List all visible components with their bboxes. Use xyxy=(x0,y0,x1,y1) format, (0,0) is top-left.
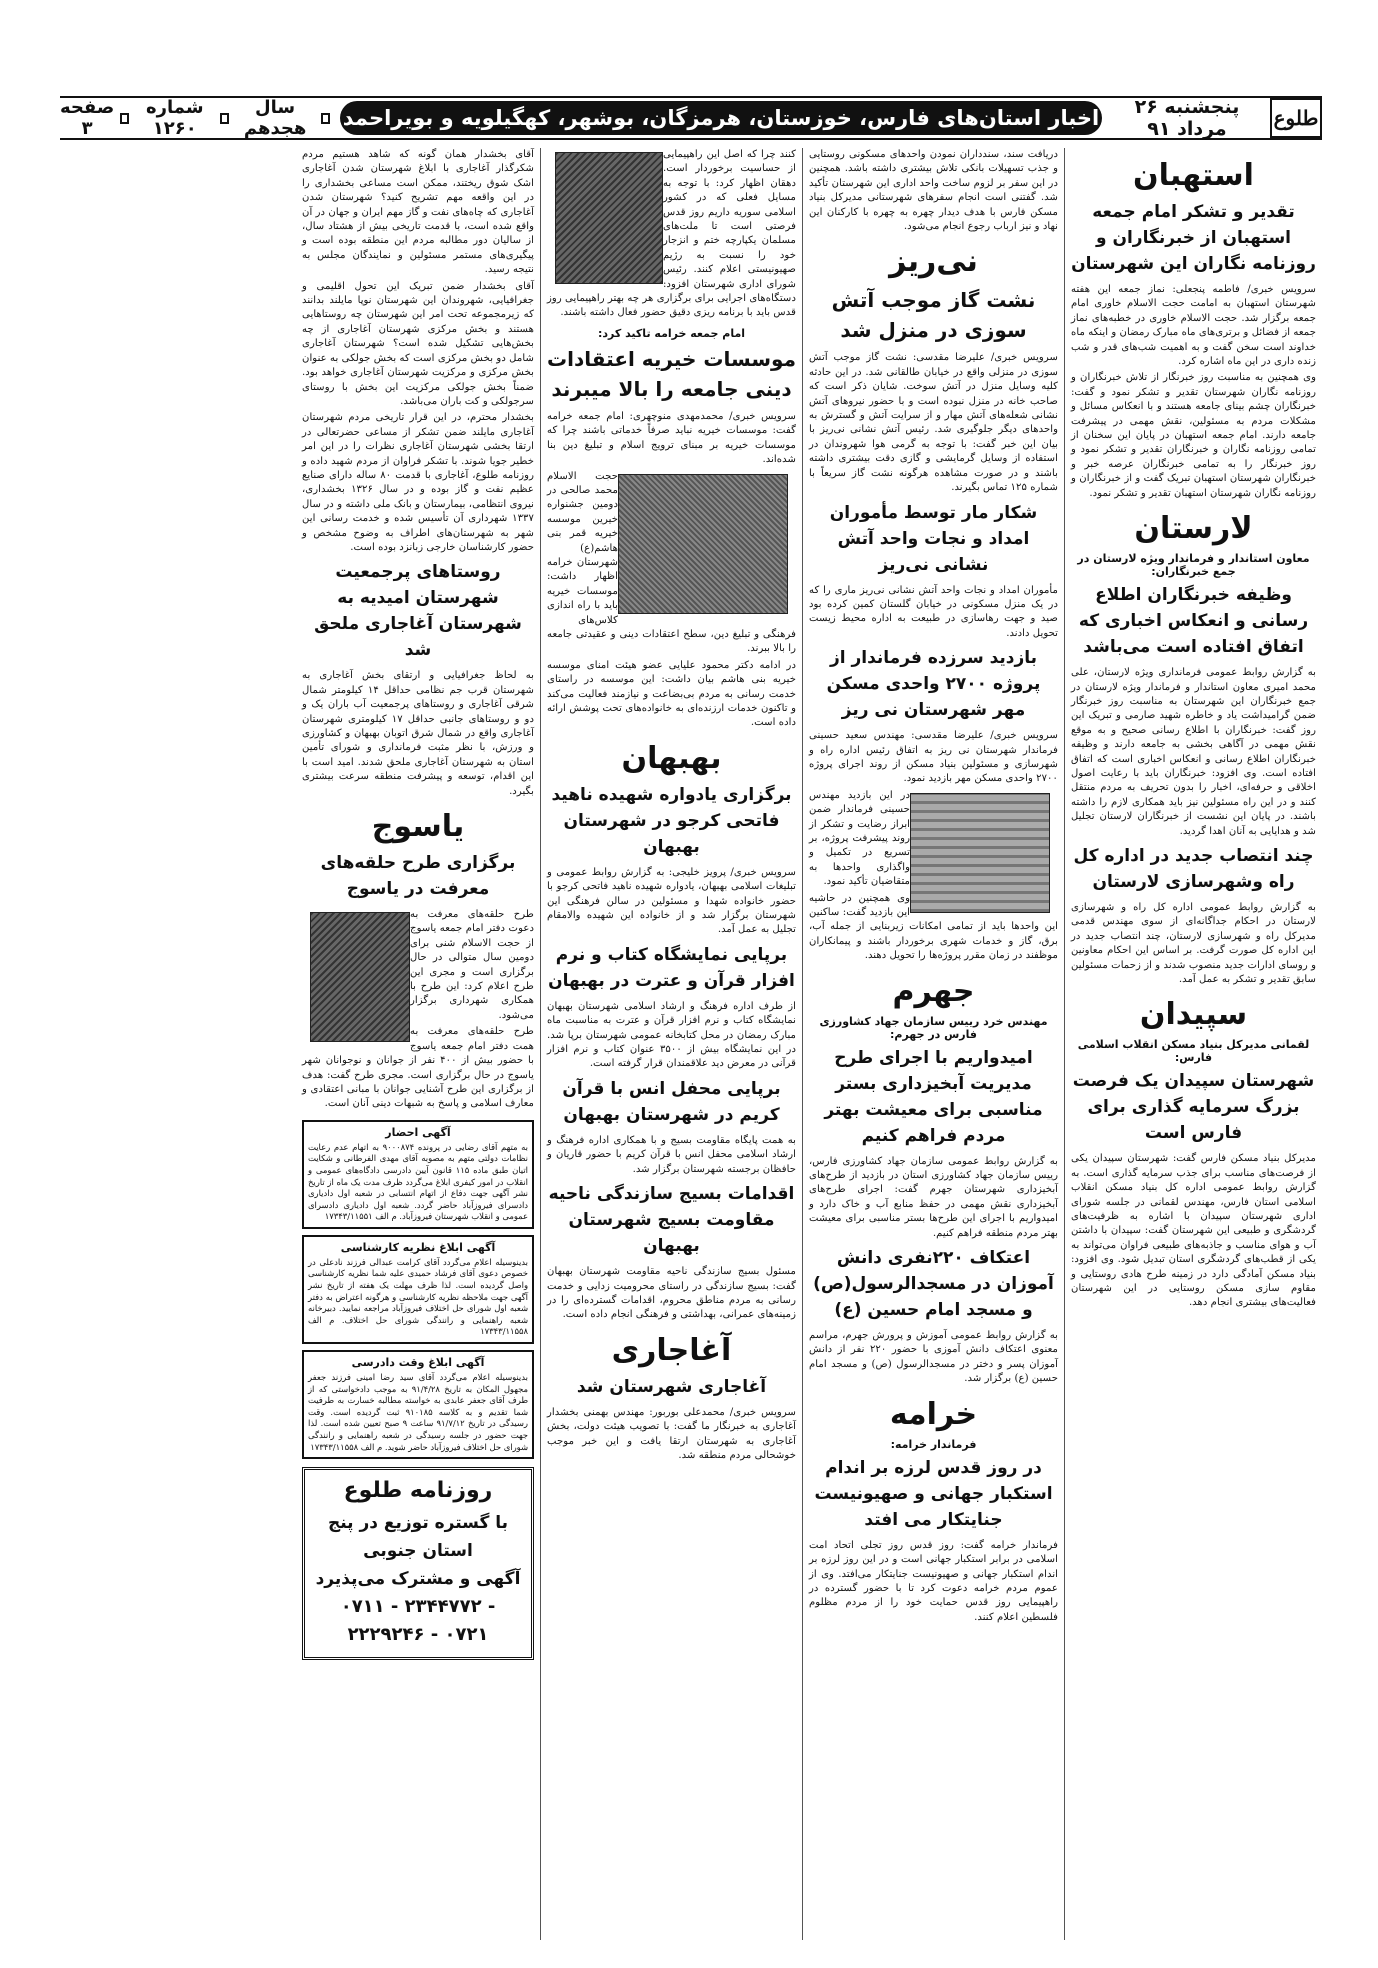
promo-line: با گستره توزیع در پنج استان جنوبی xyxy=(327,1513,509,1562)
article-body: طرح حلقه‌های معرفت به همت دفتر امام جمعه یاسوج با حضور بیش از ۴۰۰ نفر از جوانان و نوجوانان شهر یاسوج در حال برگزاری است. مجری طرح گفت: هدف از برگزاری این طرح آشنایی جوانان با مبانی اعتقادی و معارف اسلامی و پاسخ به شبهات دینی آنان است. xyxy=(302,1026,534,1110)
region-heading-neyriz: نی‌ریز xyxy=(889,244,978,280)
article-body: به گزارش روابط عمومی اداره کل راه و شهرسازی لارستان در احکام جداگانه‌ای از سوی مهندس قدمی مدیرکل راه و شهرسازی لارستان، چند انتصاب جدید در این اداره کل صورت گرفت. بر اساس این احکام معاونین و روسای ادارات جدید منصوب شدند و از زحمات مسئولین سابق تقدیر و تشکر به عمل آمد. xyxy=(1071,901,1316,985)
article-body: مسئول بسیج سازندگی ناحیه مقاومت شهرستان بهبهان گفت: بسیج سازندگی در راستای محرومیت زدایی و خدمت رسانی به مردم مناطق محروم، اقدامات گسترده‌ای را در زمینه‌های عمرانی، بهداشتی و فرهنگی انجام داده است. xyxy=(547,1266,796,1321)
article-body: به گزارش روابط عمومی آموزش و پرورش جهرم، مراسم معنوی اعتکاف دانش آموزی با حضور ۲۲۰ نفر از دانش آموزان پسر و دختر در مسجدالرسول (ص) و مسجد امام حسین (ع) برگزار شد. xyxy=(809,1330,1059,1385)
column-1 xyxy=(1064,148,1322,1940)
notice-text: به متهم آقای رضایی در پرونده ۹۰۰۰۸۷۴ به اتهام عدم رعایت نظامات دولتی متهم به مصوبه آقای مهدی الفرطانی و شکایت اتیان طبق ماده ۱۱۵ قانون آیین دادرسی دادگاه‌های عمومی و انقلاب در امور کیفری ابلاغ می‌گردد ظرف مدت یک ماه از تاریخ نشر آگهی جهت دفاع از اتهام انتسابی در شعبه اول دادیاری دادسرای فیروزآباد حاضر گردد. شعبه اول دادیاری دادسرای عمومی و انقلاب شهرستان فیروزآباد. م الف ۱۷۳۴۳/۱۱۵۵۱ xyxy=(308,1141,528,1222)
masthead xyxy=(60,96,1322,140)
headline-gas-leak: نشت گاز موجب آتش سوزی در منزل شد xyxy=(831,288,1036,343)
page-number: صفحه ۳ xyxy=(59,97,115,139)
headline-memorial: برگزاری یادواره شهیده ناهید فاتحی کرجو در شهرستان بهبهان xyxy=(551,784,792,857)
headline-quran: برپایی محفل انس با قرآن کریم در شهرستان بهبهان xyxy=(562,1078,781,1125)
legal-notice-summons xyxy=(302,1120,534,1229)
notice-text: بدینوسیله اعلام می‌گردد آقای سید رضا امینی فرزند جعفر مجهول المکان به تاریخ ۹۱/۴/۲۸ به موجب دادخواستی که از طرف آقای جعفر عابدی به خواسته مطالبه خسارت به طرفیت شما تقدیم و به کلاسه ۹۱۰۱۸۵ ثبت گردیده است. وقت رسیدگی در تاریخ ۹۱/۷/۱۲ ساعت ۹ صبح تعیین شده است. لذا جهت حضور در جلسه رسیدگی در شعبه راهنمایی و رانندگی شورای حل اختلاف فیروزآباد حاضر شوید. م الف ۱۷۳۴۳/۱۱۵۵۸ xyxy=(308,1372,528,1452)
headline-estahban: تقدیر و تشکر امام جمعه استهبان از خبرنگاران و روزنامه نگاران این شهرستان xyxy=(1071,202,1316,274)
headline-charity: موسسات خیریه اعتقادات دینی جامعه را بالا میبرند xyxy=(547,346,796,401)
promo-phone: ۰۷۱۱ - ۲۳۴۴۷۷۲ - ۲۲۲۹۲۴۶ - ۰۷۲۱ xyxy=(340,1596,496,1646)
photo-caption: حجت الاسلام محمد صالحی در دومین جشنواره خیرین موسسه خیریه قمر بنی هاشم(ع) شهرستان خرامه اظهار داشت: موسسات خیریه باید با راه اندازی کلاس‌های فرهنگی و تبلیغ دین، سطح اعتقادات دینی و عقیدتی جامعه را بالا ببرند. xyxy=(547,470,796,655)
newspaper-columns xyxy=(60,148,1322,1940)
section-banner: اخبار استان‌های فارس، خوزستان، هرمزگان، بوشهر، کهگیلویه و بویراحمد xyxy=(340,101,1102,135)
promo-title: روزنامه طلوع xyxy=(343,1478,493,1504)
headline-villages: روستاهای پرجمعیت شهرستان امیدیه به شهرستان آغاجاری ملحق شد xyxy=(314,562,522,661)
article-body: در ادامه دکتر محمود علیایی عضو هیئت امنای موسسه خیریه بنی هاشم بیان داشت: این موسسه در راستای خدمت رسانی به مردم بی‌بضاعت و نیازمند فعالیت می‌کند و تاکنون خدمات ارزنده‌ای به خانواده‌های تحت پوشش ارائه داده است. xyxy=(547,659,796,729)
article-body: دریافت سند، سندداران نمودن واحدهای مسکونی روستایی و جذب تسهیلات بانکی تلاش بیشتری داشته باشد. همچنین در این سفر بر لزوم ساخت واحد اداری این شهرستان تأکید شد. گفتنی است انجام سفرهای شهرستانی مدیرکل بنیاد مسکن فارس با هدف دیدار چهره به چهره با کارکنان این نهاد و نیز ارباب رجوع انجام می‌شود. xyxy=(809,149,1058,233)
column-3 xyxy=(540,148,802,1940)
article-body: بخشدار محترم، در این قرار تاریخی مردم شهرستان آغاجاری مایلند ضمن تشکر از مساعی حضرتعالی در ارتقا بخشی شهرستان آغاجاری نظرات را در این امر خطیر جویا شوند. با تشکر فراوان از مردم شهید داده و روزنامه طلوع، آغاجاری با قدمت ۸۰ ساله دارای صنایع عظیم نفت و گاز بوده و در سال ۱۳۲۶ بخشداری، نیروی انتظامی، بیمارستان و بانک ملی داشته و در سال ۱۳۳۷ شهرداری آن تأسیس شده و خدمت رسانی این شهر به شهرستان‌های اطراف به وضوح مشخص و حضور کارشناسان خارجی زبانزد بوده است. xyxy=(302,412,534,553)
article-body: به لحاظ جغرافیایی و ارتقای بخش آغاجاری به شهرستان قرب جم نظامی حداقل ۱۴ کیلومتر شمال شرقی آغاجاری و روستاهای پرجمعیت آب باران یک و دو و روستاهای جانبی حداقل ۱۷ کیلومتری شهرستان آغاجاری واقع در شمال شرق اتوبان بهبهان و کشاورزی و ورزش، با نظر مثبت فرمانداری و شورای تأمین استان به شهرستان آغاجاری ملحق شدند. امید است با این اقدام، توسعه و پیشرفت منطقه سرعت بیشتری بگیرد. xyxy=(302,670,535,797)
region-heading-kharameh: خرامه xyxy=(889,1396,978,1432)
headline-itikaf: اعتکاف ۲۲۰نفری دانش آموزان در مسجدالرسول(ص) و مسجد امام حسین (ع) xyxy=(813,1248,1054,1321)
article-body: سرویس خبری/ محمدعلی بوربور: مهندس بهمنی بخشدار آغاجاری به خبرنگار ما گفت: با تصویب هیئت دولت، بخش آغاجاری به شهرستان ارتقا یافت و این خبر موجب خوشحالی مردم منطقه شد. xyxy=(547,1406,796,1461)
headline-basij: اقدامات بسیج سازندگی ناحیه مقاومت بسیج شهرستان بهبهان xyxy=(548,1184,795,1257)
headline-book-fair: برپایی نمایشگاه کتاب و نرم افزار قرآن و عترت در بهبهان xyxy=(548,944,795,991)
article-body: مدیرکل بنیاد مسکن فارس گفت: شهرستان سپیدان یکی از فرصت‌های مناسب برای جذب سرمایه گذاری است. به گزارش روابط عمومی اداره کل بنیاد مسکن انقلاب اسلامی استان فارس، مهندس لقمانی در جلسه شورای اداری شهرستان سپیدان با اشاره به ظرفیت‌های گردشگری و طبیعی این شهرستان گفت: سپیدان با داشتن آب و هوای مناسب و جاذبه‌های طبیعی فراوان می‌تواند به یکی از قطب‌های گردشگری استان تبدیل شود. وی افزود: بنیاد مسکن آمادگی دارد در زمینه طرح هادی روستایی و مقاوم سازی مسکن روستایی در این شهرستان فعالیت‌های بیشتری انجام دهد. xyxy=(1071,1153,1316,1309)
headline-quds: در روز قدس لرزه بر اندام استکبار جهانی و صهیونیست جنایتکار می افتد xyxy=(814,1457,1053,1530)
legal-notice-hearing xyxy=(302,1350,534,1459)
construction-photo xyxy=(910,793,1050,913)
kicker: لقمانی مدیرکل بنیاد مسکن انقلاب اسلامی فارس: xyxy=(1077,1038,1310,1065)
headline-larestan: وظیفه خبرنگاران اطلاع رسانی و انعکاس اخباری که اتفاق افتاده است می‌باشد xyxy=(1078,585,1309,658)
year-label: سال هجدهم xyxy=(243,97,307,139)
notice-title: آگهی ابلاغ نظریه کارشناسی xyxy=(340,1240,496,1254)
column-4 xyxy=(296,148,540,1940)
newspaper-logo: طلوع xyxy=(1270,98,1322,138)
article-body: فرماندار خرامه گفت: روز قدس روز تجلی اتحاد امت اسلامی در برابر استکبار جهانی است و در این روز لرزه بر اندام استکبار جهانی و صهیونیست جنایتکار می‌افتد. وی از عموم مردم خرامه دعوت کرد تا با حضور گسترده در راهپیمایی روز قدس حمایت خود را از مردم مظلوم فلسطین اعلام کنند. xyxy=(809,1539,1058,1623)
article-body: مأموران امداد و نجات واحد آتش نشانی نی‌ریز ماری را که در یک منزل مسکونی در خیابان گلستان کمین کرده بود صید و جهت رهاسازی در طبیعت به اداره محیط زیست تحویل دادند. xyxy=(809,584,1058,639)
notice-title: آگهی احضار xyxy=(385,1125,451,1139)
kicker: مهندس خرد رییس سازمان جهاد کشاورزی فارس در جهرم: xyxy=(819,1014,1048,1041)
region-heading-aghajari: آغاجاری xyxy=(611,1332,732,1368)
headline-sepidan: شهرستان سپیدان یک فرصت بزرگ سرمایه گذاری برای فارس است xyxy=(1072,1071,1315,1144)
headline-appointments: چند انتصاب جدید در اداره کل راه وشهرسازی لارستان xyxy=(1073,845,1314,892)
official-portrait-photo xyxy=(555,152,663,284)
notice-title: آگهی ابلاغ وقت دادرسی xyxy=(351,1356,485,1370)
cleric-photo xyxy=(310,912,410,1042)
ceremony-photo xyxy=(618,474,788,614)
issue-info xyxy=(60,97,330,139)
article-body: آقای بخشدار همان گونه که شاهد هستیم مردم شکرگذار آغاجاری با ابلاغ شهرستان شدن آغاجاری اشک شوق ریختند، ممکن است مساعی بخشداری را در این واقعه مهم تشریح کنید؟ شهرستان شدن آغاجاری که چاه‌های نفت و گاز مهم ایران و جهان در آن واقع شده است، با قدمت تاریخی بیش از هشتاد سال، از سالیان دور مطالبه مردم این منطقه بوده است و پیگیری‌های مستمر مسئولین و نمایندگان مجلس به نتیجه رسید. xyxy=(302,149,534,276)
article-body: سرویس خبری/ پرویز خلیجی: به گزارش روابط عمومی و تبلیغات اسلامی بهبهان، یادواره شهیده ناهید فاتحی کرجو با حضور خانواده شهدا و مسئولین در سالن فرهنگی این شهرستان برگزار شد و از خانواده این شهیده والامقام تجلیل به عمل آمد. xyxy=(547,866,796,936)
newspaper-promo-box xyxy=(302,1467,534,1660)
promo-line: آگهی و مشترک می‌پذیرد xyxy=(315,1569,521,1590)
article-body: سرویس خبری/ فاطمه پنجعلی: نماز جمعه این هفته شهرستان استهبان به امامت حجت الاسلام خاوری امام جمعه برگزار شد. حجت الاسلام خاوری در خطبه‌های نماز جمعه از فضائل و برتری‌های ماه مبارک رمضان و اینکه ماه خداوند است سخن گفت و به اهمیت شب‌های قدر و شب زنده داری در این ماه اشاره کرد. xyxy=(1071,284,1316,368)
issue-number: شماره ۱۲۶۰ xyxy=(146,97,204,139)
headline-housing: بازدید سرزده فرماندار از پروژه ۲۷۰۰ واحدی مسکن مهر شهرستان نی ریز xyxy=(826,648,1041,721)
square-bullet-icon xyxy=(321,113,330,124)
region-heading-jahrom: جهرم xyxy=(892,973,975,1009)
column-2 xyxy=(802,148,1064,1940)
region-heading-larestan: لارستان xyxy=(1134,511,1253,547)
square-bullet-icon xyxy=(220,113,229,124)
region-heading-sepidan: سپیدان xyxy=(1139,997,1248,1033)
article-body: سرویس خبری/ علیرضا مقدسی: نشت گاز موجب آتش سوزی در منزلی واقع در خیابان طالقانی شد. در این حادثه کلیه وسایل منزل در آتش سوخت. شایان ذکر است که صاحب خانه در منزل نبوده است و با حضور نیروهای آتش نشانی شعله‌های آتش مهار و از سرایت آتش و گسترش به واحدهای دیگر جلوگیری شد. رئیس آتش نشانی نی‌ریز با بیان این خبر گفت: با توجه به گرمی هوا شهروندان در استفاده از وسایل گرمایشی و گازی دقت بیشتری داشته باشند و در صورت مشاهده هرگونه نشت گاز سریعاً با شماره ۱۲۵ تماس بگیرند. xyxy=(809,352,1058,494)
photo-caption: طرح حلقه‌های معرفت به دعوت دفتر امام جمعه یاسوج از حجت الاسلام شنی برای دومین سال متوالی در حال برگزاری است و مجری این طرح اعلام کرد: این طرح با همکاری شهرداری برگزار می‌شود. xyxy=(410,909,534,1021)
square-bullet-icon xyxy=(120,113,129,124)
legal-notice-expert xyxy=(302,1235,534,1344)
region-heading-behbahan: بهبهان xyxy=(621,740,722,776)
article-body: آقای بخشدار ضمن تبریک این تحول اقلیمی و جغرافیایی، شهروندان این شهرستان نوپا مایلند بدانند که زیرمجموعه تحت امر این شهرستان چه روستاهایی هستند و بخش مرکزی شهرستان آغاجاری از چه بخش‌هایی تشکیل شده است؟ شهرستان آغاجاری شامل دو بخش مرکزی است که بخش جولکی به عنوان بخش مرکزی و مرکزیت شهرستان آغاجاری خواهد بود. ضمناً بخش جولکی مرکزیت این بخش با روستای سرجولکی و کت باران می‌باشد. xyxy=(302,280,534,407)
region-heading-yasuj: یاسوج xyxy=(371,809,465,845)
kicker: امام جمعه خرامه تاکید کرد: xyxy=(597,326,746,340)
article-body: کنند چرا که اصل این راهپیمایی از حساسیت برخوردار است. دهقان اظهار کرد: با توجه به مسایل فعلی که در کشور اسلامی سوریه داریم روز قدس فرصتی است تا ملت‌های مسلمان یکپارچه ختم و انزجار خود را نسبت به رژیم صهیونیستی اعلام کنند. رئیس شورای اداری شهرستان افزود: دستگاه‌های اجرایی برای برگزاری هر چه بهتر راهپیمایی روز قدس باید با برنامه ریزی دقیق حضور فعال داشته باشند. xyxy=(547,149,796,319)
kicker: معاون استاندار و فرماندار ویژه لارستان در جمع خبرنگاران: xyxy=(1077,552,1310,579)
headline-circles: برگزاری طرح حلقه‌های معرفت در یاسوج xyxy=(320,853,516,900)
article-body: وی همچنین به مناسبت روز خبرنگار از تلاش خبرنگاران و روزنامه نگاران شهرستان تقدیر و تشکر نمود و گفت: خبرنگاران چشم بینای جامعه هستند و با انعکاس مسائل و مشکلات مردم به مسئولین، نقش مهمی در پیشرفت جامعه دارند. امام جمعه استهبان در پایان این سخنان از تمامی روزنامه نگاران و خبرنگاران تقدیر و تشکر نمود و روز خبرنگار را به تمامی خبرنگاران عرصه خبر و خبرنگاران شهرستان استهبان تبریک گفت و از خبرنگاران و روزنامه نگاران شهرستان استهبان تقدیر و تشکر نمود. xyxy=(1071,372,1316,499)
kicker: فرماندار خرامه: xyxy=(890,1437,977,1451)
notice-text: بدینوسیله اعلام می‌گردد آقای کرامت عبدالی فرزند نادعلی در خصوص دعوی آقای فرشاد حمیدی علیه شما نظریه کارشناسی واصل گردیده است. لذا ظرف مهلت یک هفته از تاریخ نشر آگهی جهت ملاحظه نظریه کارشناسی و هرگونه اعتراض به دفتر شعبه اول شورای حل اختلاف فیروزآباد مراجعه نمایید. دبیرخانه شعبه راهنمایی و رانندگی شورای حل اختلاف. م الف ۱۷۳۴۳/۱۱۵۵۸ xyxy=(308,1256,528,1337)
article-body: به گزارش روابط عمومی فرمانداری ویژه لارستان، علی محمد امیری معاون استاندار و فرماندار ویژه لارستان در جمع خبرنگاران این شهرستان به مناسبت روز خبرنگار ضمن گرامیداشت یاد و خاطره شهید صارمی و تبریک این روز گفت: خبرنگاران با اطلاع رسانی صحیح و به موقع نقش مهمی در آگاهی بخشی به جامعه دارند و وظیفه خبرنگاران اطلاع رسانی و انعکاس اخباری است که اتفاق افتاده است. وی افزود: خبرنگاران باید با رعایت اصول اخلاقی و حرفه‌ای، اخبار را بدون تحریف به مردم منتقل کنند و در این راه مسئولین نیز باید همکاری لازم را داشته باشند. در پایان این نشست از خبرنگاران لارستان تجلیل شد و هدایایی به آنان اهدا گردید. xyxy=(1071,667,1316,837)
article-body: از طرف اداره فرهنگ و ارشاد اسلامی شهرستان بهبهان نمایشگاه کتاب و نرم افزار قرآن و عترت به مناسبت ماه مبارک رمضان در محل کتابخانه عمومی شهرستان برپا شد. در این نمایشگاه بیش از ۳۵۰۰ عنوان کتاب و نرم افزار قرآنی در معرض دید علاقمندان قرار گرفته است. xyxy=(547,1000,796,1070)
article-body: سرویس خبری/ محمدمهدی منوچهری: امام جمعه خرامه گفت: موسسات خیریه نباید صرفاً خدماتی باشند چرا که موسسات خیریه بر مبنای ترویج اسلام و تبلیغ دین بنا شده‌اند. xyxy=(547,410,796,466)
region-heading-estahban: استهبان xyxy=(1133,158,1254,193)
headline-snake: شکار مار توسط مأموران امداد و نجات واحد آتش نشانی نی‌ریز xyxy=(829,502,1038,575)
article-body: سرویس خبری/ علیرضا مقدسی: مهندس سعید حسینی فرماندار شهرستان نی ریز به اتفاق رئیس اداره راه و شهرسازی و مسئولین بنیاد مسکن از روند اجرای پروژه ۲۷۰۰ واحدی مسکن مهر بازدید نمود. xyxy=(809,730,1058,785)
photo-caption: در این بازدید مهندس حسینی فرماندار ضمن ابراز رضایت و تشکر از روند پیشرفت پروژه، بر تسریع در تکمیل و واگذاری واحدها به متقاضیان تأکید نمود. xyxy=(809,789,910,888)
issue-date: پنجشنبه ۲۶ مرداد ۹۱ xyxy=(1134,96,1240,140)
article-body: به گزارش روابط عمومی سازمان جهاد کشاورزی فارس، رییس سازمان جهاد کشاورزی استان در بازدید از طرح‌های آبخیزداری شهرستان جهرم گفت: اجرای طرح‌های آبخیزداری نقش مهمی در حفظ منابع آب و خاک دارد و امیدواریم با اجرای این طرح‌ها بستر مناسبی برای معیشت بهتر مردم منطقه فراهم کنیم. xyxy=(809,1155,1058,1239)
article-body: وی همچنین در حاشیه این بازدید گفت: ساکنین این واحدها باید از تمامی امکانات زیربنایی از جمله آب، برق، گاز و خدمات شهری برخوردار باشند و پیمانکاران موظفند در زمان مقرر پروژه‌ها را تحویل دهند. xyxy=(809,892,1058,962)
headline-aghajari: آغاجاری شهرستان شد xyxy=(576,1376,767,1397)
article-body: به همت پایگاه مقاومت بسیج و با همکاری اداره فرهنگ و ارشاد اسلامی محفل انس با قرآن کریم با حضور قاریان و حافظان برجسته شهرستان برگزار شد. xyxy=(547,1134,796,1175)
headline-watershed: امیدواریم با اجرای طرح مدیریت آبخیزداری بستر مناسبی برای معیشت بهتر مردم فراهم کنیم xyxy=(824,1047,1043,1146)
